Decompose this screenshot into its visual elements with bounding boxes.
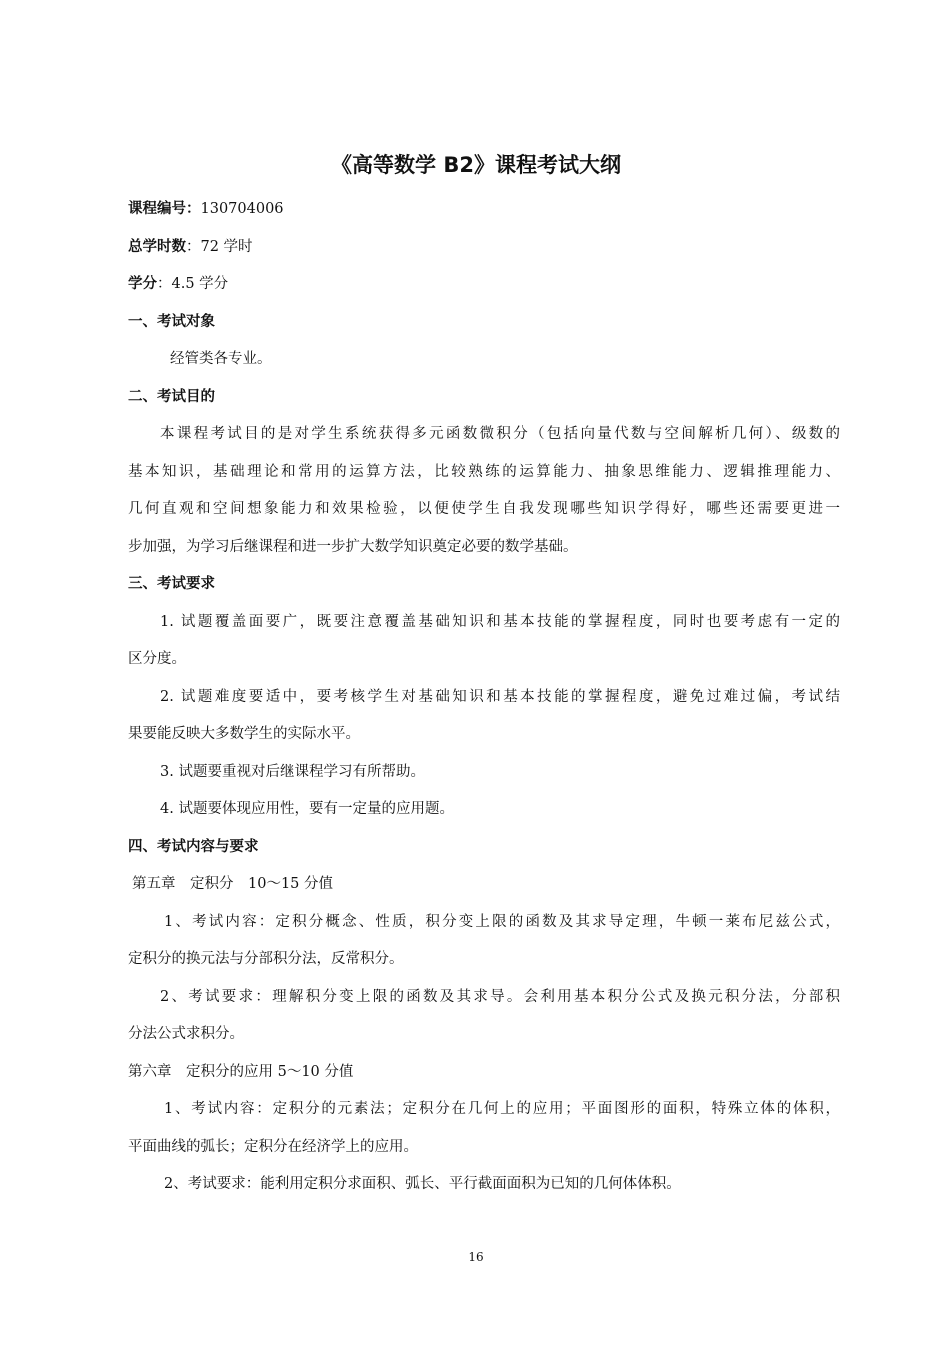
- requirement-1-line-1: 1. 试题覆盖面要广，既要注意覆盖基础知识和基本技能的掌握程度，同时也要考虑有一定的: [160, 614, 840, 630]
- section-heading-exam-target: 一、考试对象: [128, 314, 215, 330]
- purpose-line-4: 步加强，为学习后继课程和进一步扩大数学知识奠定必要的数学基础。: [128, 539, 578, 555]
- ch5-content-line-2: 定积分的换元法与分部积分法，反常积分。: [128, 951, 404, 967]
- purpose-line-3: 几何直观和空间想象能力和效果检验，以便使学生自我发现哪些知识学得好，哪些还需要更进一: [128, 501, 840, 517]
- course-code-row: [128, 198, 284, 220]
- requirement-4: 4. 试题要体现应用性，要有一定量的应用题。: [160, 801, 454, 817]
- exam-target-text: 经管类各专业。: [170, 351, 272, 367]
- purpose-line-2: 基本知识，基础理论和常用的运算方法，比较熟练的运算能力、抽象思维能力、逻辑推理能力、: [128, 464, 840, 480]
- course-code-value: 130704006: [200, 201, 284, 217]
- chapter-6-title: 第六章 定积分的应用 5～10 分值: [128, 1064, 354, 1080]
- ch6-content-line-2: 平面曲线的弧长；定积分在经济学上的应用。: [128, 1139, 418, 1155]
- credit-label: 学分: [128, 276, 157, 292]
- hours-row: [128, 236, 253, 258]
- requirement-2-line-1: 2. 试题难度要适中，要考核学生对基础知识和基本技能的掌握程度，避免过难过偏，考试结: [160, 689, 840, 705]
- ch5-requirement-line-2: 分法公式求积分。: [128, 1026, 244, 1042]
- requirement-1-line-2: 区分度。: [128, 651, 186, 667]
- credit-value: ：4.5 学分: [157, 276, 229, 292]
- requirement-3: 3. 试题要重视对后继课程学习有所帮助。: [160, 764, 425, 780]
- hours-label: 总学时数: [128, 239, 186, 255]
- purpose-line-1: 本课程考试目的是对学生系统获得多元函数微积分（包括向量代数与空间解析几何）、级数的: [160, 426, 840, 442]
- ch6-content-line-1: 1、考试内容：定积分的元素法；定积分在几何上的应用；平面图形的面积，特殊立体的体积，: [164, 1101, 840, 1117]
- hours-value: ：72 学时: [186, 239, 253, 255]
- page-number: 16: [468, 1250, 484, 1264]
- section-heading-exam-content: 四、考试内容与要求: [128, 839, 259, 855]
- ch6-requirement: 2、考试要求：能利用定积分求面积、弧长、平行截面面积为已知的几何体体积。: [164, 1176, 681, 1192]
- section-heading-exam-purpose: 二、考试目的: [128, 389, 215, 405]
- course-code-label: 课程编号：: [128, 201, 201, 217]
- section-heading-exam-requirements: 三、考试要求: [128, 576, 215, 592]
- chapter-5-title: 第五章 定积分 10～15 分值: [132, 876, 334, 892]
- requirement-2-line-2: 果要能反映大多数学生的实际水平。: [128, 726, 360, 742]
- document-title: 《高等数学 B2》课程考试大纲: [331, 153, 621, 177]
- ch5-requirement-line-1: 2、考试要求：理解积分变上限的函数及其求导。会利用基本积分公式及换元积分法，分部积: [160, 989, 840, 1005]
- credit-row: [128, 273, 228, 295]
- ch5-content-line-1: 1、考试内容：定积分概念、性质，积分变上限的函数及其求导定理，牛顿一莱布尼兹公式，: [164, 914, 840, 930]
